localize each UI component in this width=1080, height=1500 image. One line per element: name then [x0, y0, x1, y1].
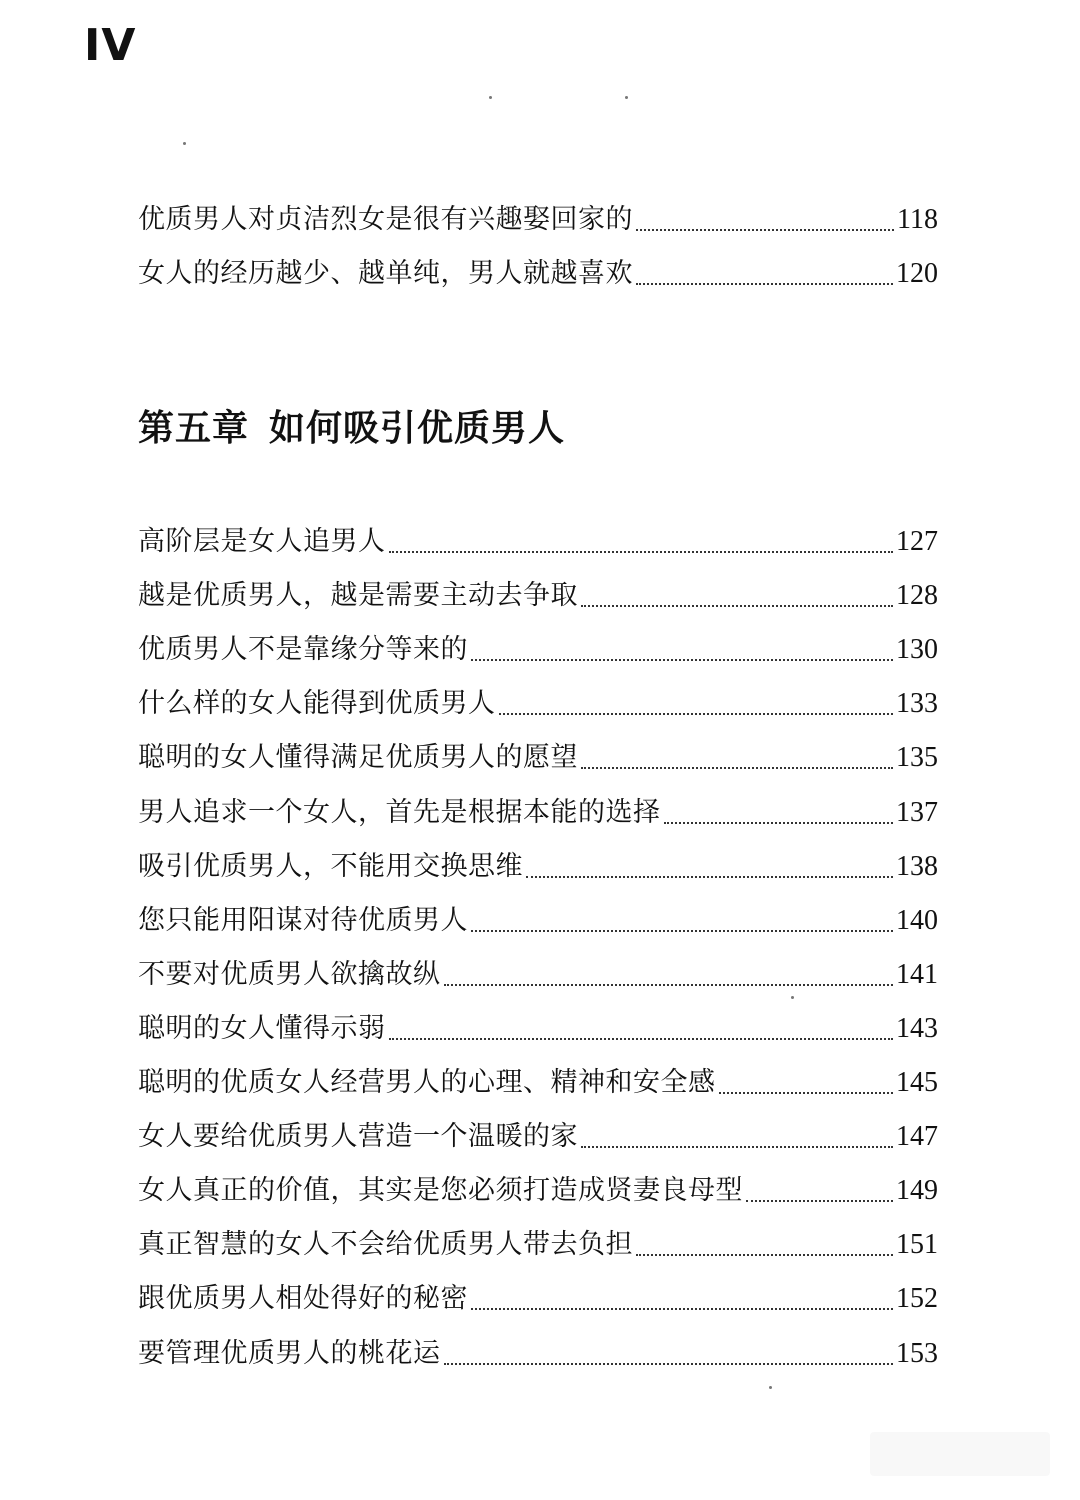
dot-leader [471, 659, 893, 661]
dot-leader [389, 1038, 894, 1040]
toc-entry-page: 153 [896, 1337, 938, 1369]
dot-leader [526, 876, 893, 878]
toc-entry[interactable] [138, 562, 938, 616]
toc-entry[interactable] [138, 186, 938, 240]
toc-entry-title: 女人要给优质男人营造一个温暖的家 [138, 1121, 578, 1153]
toc-entry-title: 女人真正的价值，其实是您必须打造成贤妻良母型 [138, 1175, 743, 1207]
toc-entry-title: 高阶层是女人追男人 [138, 526, 386, 558]
toc-entry[interactable] [138, 1319, 938, 1373]
toc-entry-page: 143 [896, 1012, 938, 1044]
chapter-heading[interactable] [138, 400, 585, 451]
toc-entry-page: 128 [896, 580, 938, 612]
scan-speck [769, 1386, 772, 1389]
toc-entry-page: 133 [896, 688, 938, 720]
dot-leader [664, 822, 894, 824]
dot-leader [499, 713, 894, 715]
scan-speck [625, 96, 628, 99]
toc-entry-title: 吸引优质男人，不能用交换思维 [138, 850, 523, 882]
toc-entry-title: 优质男人对贞洁烈女是很有兴趣娶回家的 [138, 204, 633, 236]
toc-entry-title: 聪明的女人懂得满足优质男人的愿望 [138, 742, 578, 774]
toc-entry[interactable] [138, 941, 938, 995]
toc-entry-page: 145 [896, 1067, 938, 1099]
scan-speck [183, 142, 186, 145]
scan-speck [791, 996, 794, 999]
chapter-title: 如何吸引优质男人 [269, 407, 566, 449]
toc-entry[interactable] [138, 833, 938, 887]
toc-entry-page: 135 [896, 742, 938, 774]
toc-entry[interactable] [138, 508, 938, 562]
toc-entry-title: 聪明的女人懂得示弱 [138, 1012, 386, 1044]
toc-entry-page: 149 [896, 1175, 938, 1207]
toc-top-section [138, 186, 938, 294]
toc-entry-title: 跟优质男人相处得好的秘密 [138, 1283, 468, 1315]
toc-entry-title: 男人追求一个女人，首先是根据本能的选择 [138, 796, 661, 828]
toc-entry-page: 151 [896, 1229, 938, 1261]
toc-entry[interactable] [138, 1157, 938, 1211]
dot-leader [581, 1146, 893, 1148]
toc-entry-title: 优质男人不是靠缘分等来的 [138, 634, 468, 666]
toc-entry-title: 不要对优质男人欲擒故纵 [138, 958, 441, 990]
toc-entry[interactable] [138, 1049, 938, 1103]
dot-leader [471, 1308, 893, 1310]
toc-entry-page: 138 [896, 850, 938, 882]
toc-entry-page: 152 [896, 1283, 938, 1315]
dot-leader [746, 1200, 893, 1202]
dot-leader [581, 605, 893, 607]
toc-entry-title: 您只能用阳谋对待优质男人 [138, 904, 468, 936]
toc-entry[interactable] [138, 995, 938, 1049]
dot-leader [636, 1254, 893, 1256]
toc-entry-page: 130 [896, 634, 938, 666]
toc-entry[interactable] [138, 240, 938, 294]
dot-leader [444, 1363, 894, 1365]
toc-entry[interactable] [138, 1265, 938, 1319]
toc-chapter-section [138, 508, 938, 1374]
dot-leader [581, 767, 893, 769]
toc-entry-title: 真正智慧的女人不会给优质男人带去负担 [138, 1229, 633, 1261]
page-number: IV [84, 20, 137, 71]
toc-entry-page: 120 [896, 258, 938, 290]
scan-speck [489, 96, 492, 99]
toc-entry[interactable] [138, 1211, 938, 1265]
toc-entry[interactable] [138, 616, 938, 670]
toc-entry-page: 147 [896, 1121, 938, 1153]
toc-entry-page: 127 [896, 526, 938, 558]
toc-entry-title: 越是优质男人，越是需要主动去争取 [138, 580, 578, 612]
dot-leader [389, 551, 894, 553]
toc-entry[interactable] [138, 670, 938, 724]
toc-entry[interactable] [138, 724, 938, 778]
dot-leader [636, 229, 894, 231]
dot-leader [471, 930, 893, 932]
faint-watermark [870, 1432, 1050, 1476]
toc-entry-page: 140 [896, 904, 938, 936]
chapter-label: 第五章 [138, 407, 250, 449]
toc-entry-title: 要管理优质男人的桃花运 [138, 1337, 441, 1369]
toc-entry[interactable] [138, 1103, 938, 1157]
toc-entry-title: 女人的经历越少、越单纯，男人就越喜欢 [138, 258, 633, 290]
toc-entry-title: 什么样的女人能得到优质男人 [138, 688, 496, 720]
toc-entry-title: 聪明的优质女人经营男人的心理、精神和安全感 [138, 1067, 716, 1099]
toc-entry[interactable] [138, 778, 938, 832]
toc-entry-page: 137 [896, 796, 938, 828]
dot-leader [719, 1092, 894, 1094]
dot-leader [636, 283, 893, 285]
toc-entry-page: 118 [897, 204, 938, 236]
toc-entry[interactable] [138, 887, 938, 941]
toc-entry-page: 141 [896, 958, 938, 990]
dot-leader [444, 984, 894, 986]
